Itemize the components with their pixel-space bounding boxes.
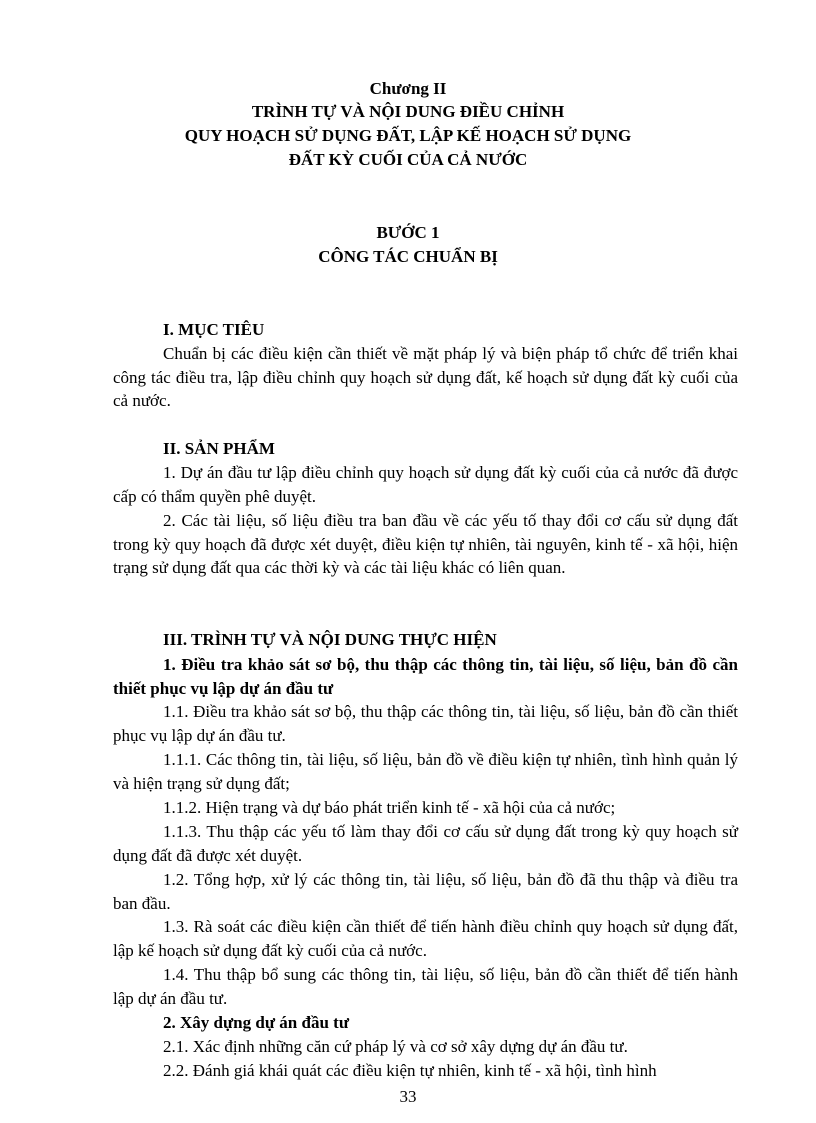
section-heading-objectives: I. MỤC TIÊU [163,320,265,339]
procedure-item-1-1: 1.1. Điều tra khảo sát sơ bộ, thu thập các thông tin, tài liệu, số liệu, bản đồ cần thiết phục vụ lập dự án đầu tư. [113,702,738,745]
procedure-item-2-2: 2.2. Đánh giá khái quát các điều kiện tự nhiên, kinh tế - xã hội, tình hình [163,1061,657,1080]
objectives-paragraph: Chuẩn bị các điều kiện cần thiết về mặt pháp lý và biện pháp tổ chức để triển khai công tác điều tra, lập điều chỉnh quy hoạch sử dụng đất, kế hoạch sử dụng đất kỳ cuối của cả nước. [113,344,738,410]
page-number: 33 [399,1087,417,1106]
section-heading-products: II. SẢN PHẨM [163,439,275,458]
procedure-item-2-1: 2.1. Xác định những căn cứ pháp lý và cơ sở xây dựng dự án đầu tư. [163,1037,628,1056]
procedure-item-1-3: 1.3. Rà soát các điều kiện cần thiết để tiến hành điều chỉnh quy hoạch sử dụng đất, lập kế hoạch sử dụng đất kỳ cuối của cả nước. [113,917,738,960]
step-title: CÔNG TÁC CHUẨN BỊ [318,247,498,266]
chapter-title-line-3: ĐẤT KỲ CUỐI CỦA CẢ NƯỚC [288,150,528,169]
procedure-item-1-1-1: 1.1.1. Các thông tin, tài liệu, số liệu, bản đồ về điều kiện tự nhiên, tình hình quản lý và hiện trạng sử dụng đất; [113,750,738,793]
procedure-item-1-1-2: 1.1.2. Hiện trạng và dự báo phát triển kinh tế - xã hội của cả nước; [163,798,616,817]
procedure-sub1-title: 1. Điều tra khảo sát sơ bộ, thu thập các thông tin, tài liệu, số liệu, bản đồ cần thiết phục vụ lập dự án đầu tư [113,655,738,698]
chapter-title-line-2: QUY HOẠCH SỬ DỤNG ĐẤT, LẬP KẾ HOẠCH SỬ DỤNG [184,126,632,145]
products-item-1: 1. Dự án đầu tư lập điều chỉnh quy hoạch sử dụng đất kỳ cuối của cả nước đã được cấp có thẩm quyền phê duyệt. [113,463,738,506]
section-heading-procedure: III. TRÌNH TỰ VÀ NỘI DUNG THỰC HIỆN [163,630,497,649]
procedure-item-1-4: 1.4. Thu thập bổ sung các thông tin, tài liệu, số liệu, bản đồ cần thiết để tiến hành lập dự án đầu tư. [113,965,738,1008]
step-label: BƯỚC 1 [376,223,440,242]
chapter-title-line-1: TRÌNH TỰ VÀ NỘI DUNG ĐIỀU CHỈNH [251,102,565,121]
procedure-item-1-2: 1.2. Tổng hợp, xử lý các thông tin, tài liệu, số liệu, bản đồ đã thu thập và điều tra ban đầu. [113,870,738,913]
procedure-sub2-title: 2. Xây dựng dự án đầu tư [163,1013,350,1032]
products-item-2: 2. Các tài liệu, số liệu điều tra ban đầu về các yếu tố thay đổi cơ cấu sử dụng đất trong kỳ quy hoạch đã được xét duyệt, điều kiện tự nhiên, tài nguyên, kinh tế - xã hội, hiện trạng sử dụng đất qua các thời kỳ và các tài liệu khác có liên quan. [113,511,738,577]
chapter-label: Chương II [369,79,447,98]
procedure-item-1-1-3: 1.1.3. Thu thập các yếu tố làm thay đổi cơ cấu sử dụng đất trong kỳ quy hoạch sử dụng đất đã được xét duyệt. [113,822,738,865]
